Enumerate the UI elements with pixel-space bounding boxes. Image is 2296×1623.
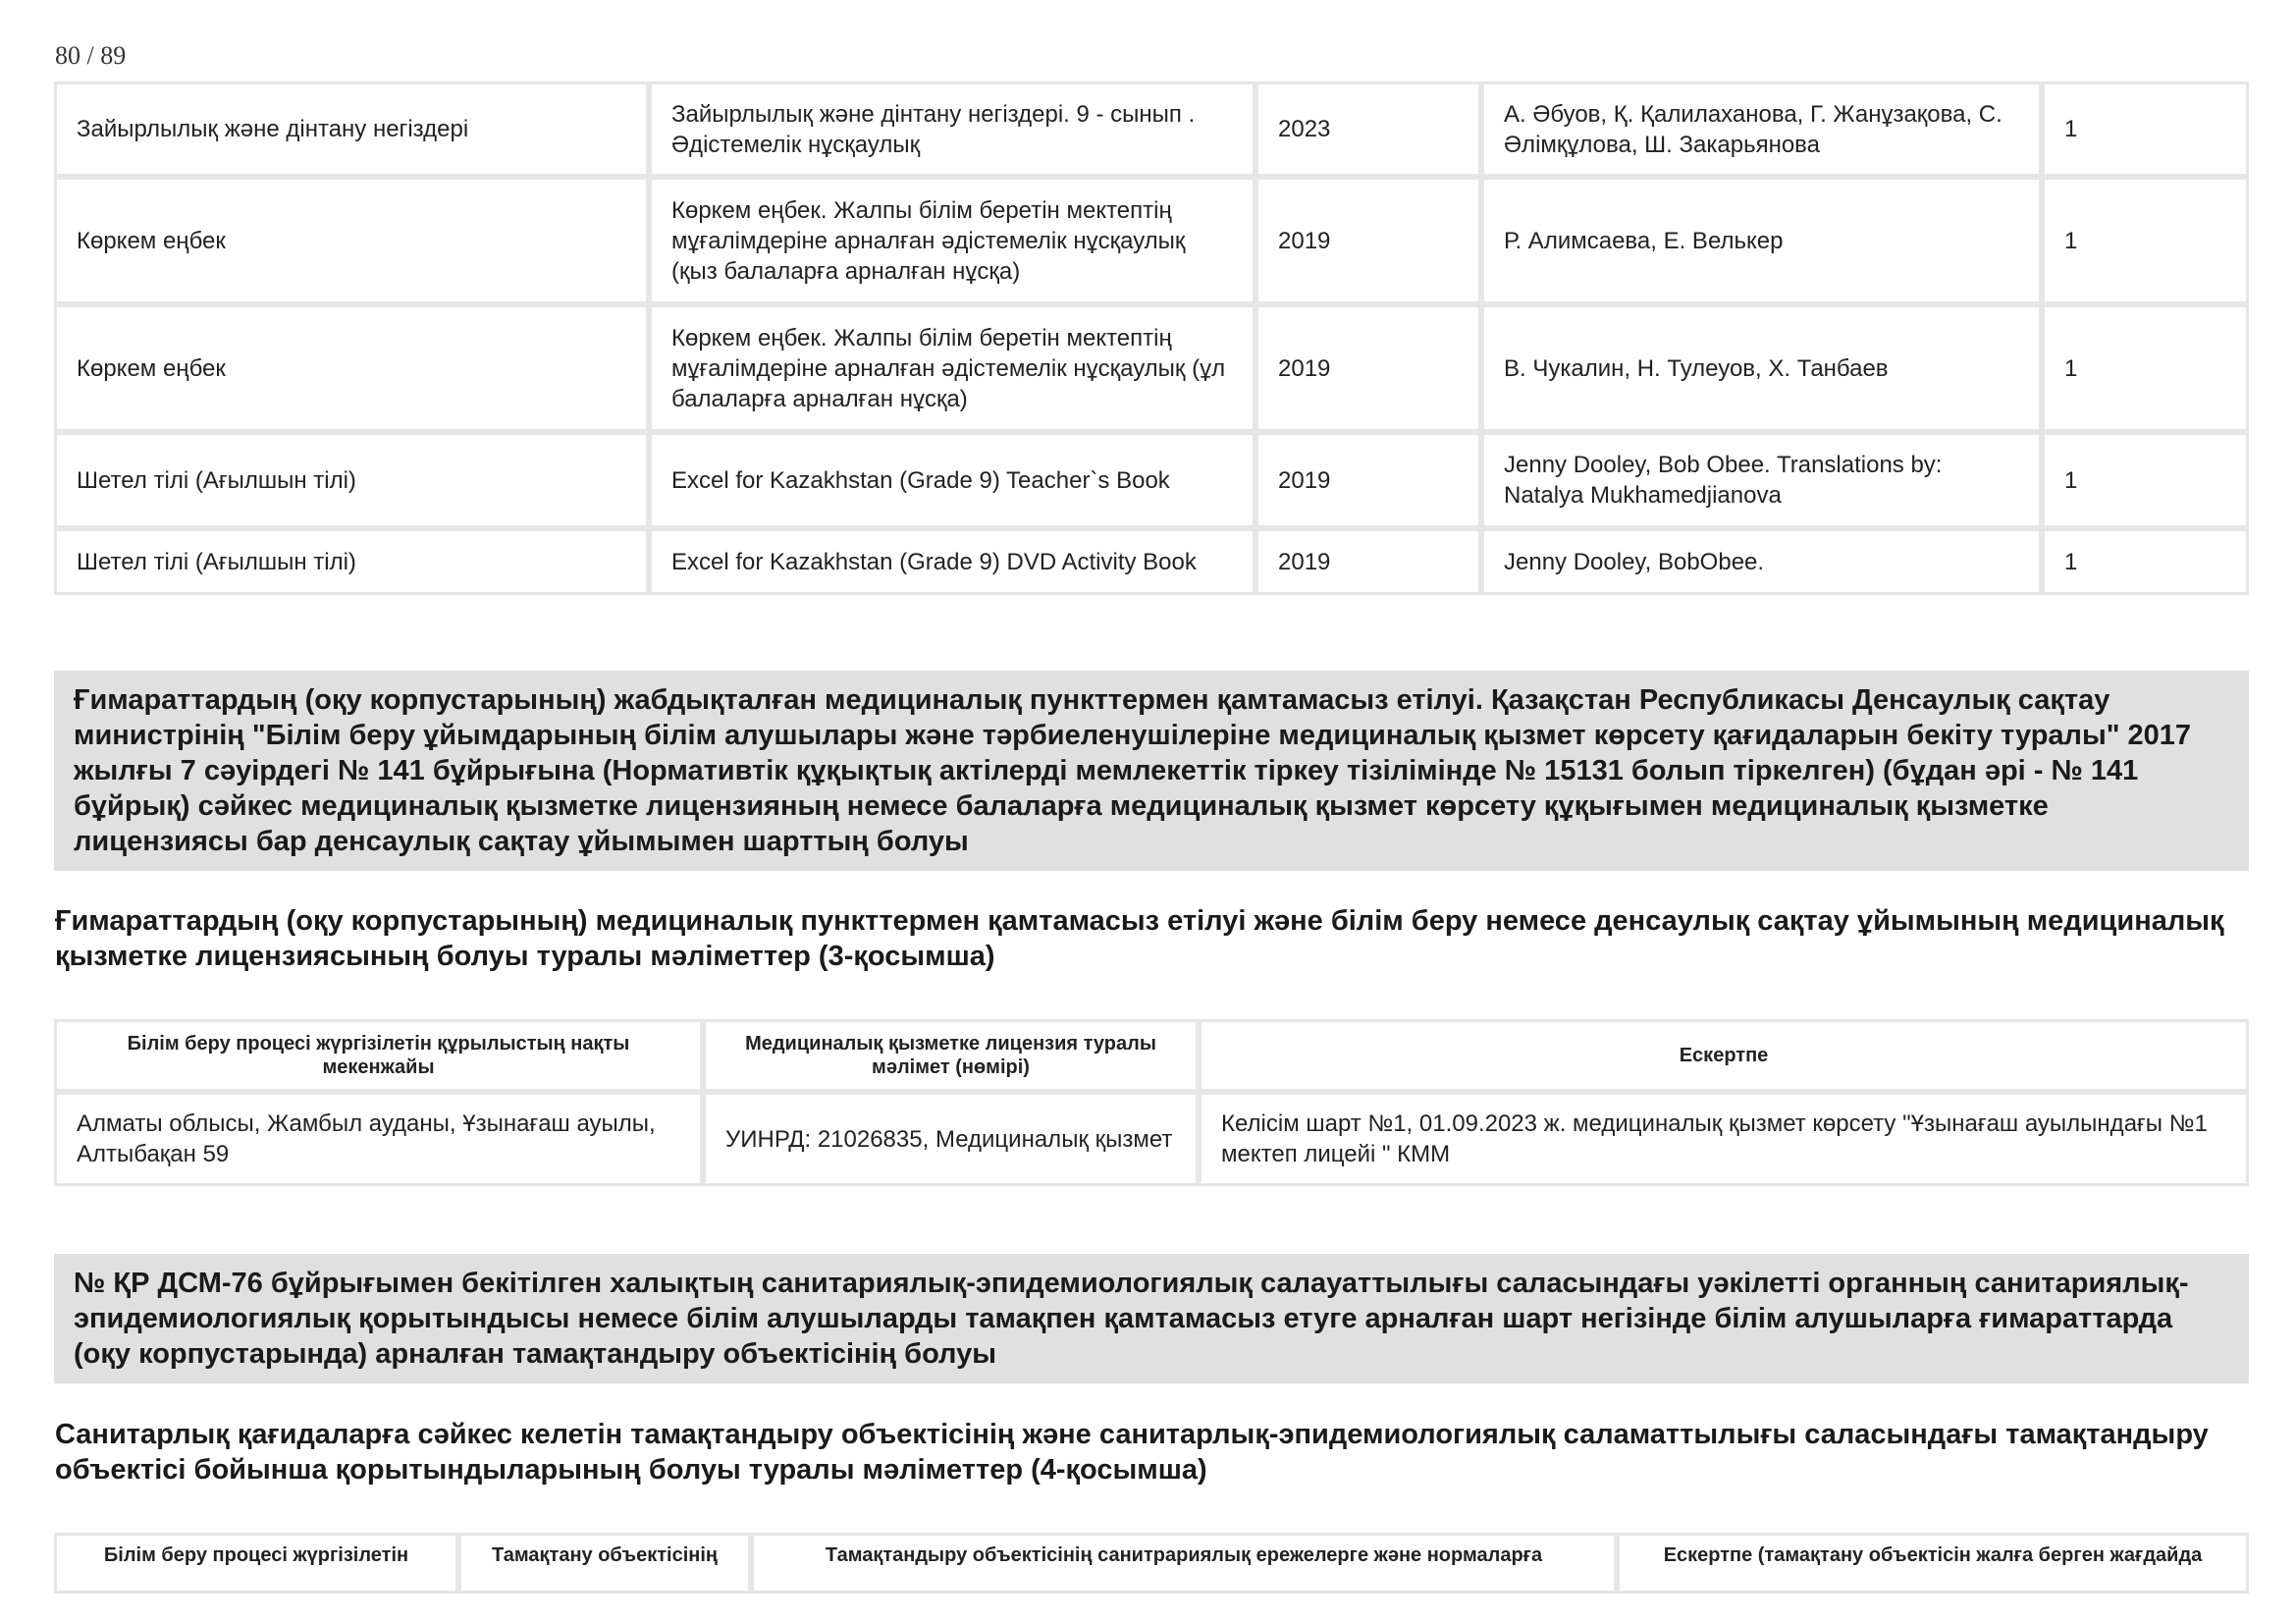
year-cell: 2019 [1255, 177, 1481, 304]
table-row [54, 81, 2249, 177]
title-cell: Көркем еңбек. Жалпы білім беретін мектептің мұғалімдеріне арналған әдістемелік нұсқаулық (қыз балаларға арналған нұсқа) [649, 177, 1255, 304]
count-cell: 1 [2042, 528, 2249, 595]
title-cell: Excel for Kazakhstan (Grade 9) Teacher`s Book [649, 432, 1255, 528]
subject-cell: Көркем еңбек [54, 304, 649, 432]
table-row [54, 1092, 2249, 1186]
catering-table [54, 1533, 2249, 1594]
authors-cell: В. Чукалин, Н. Тулеуов, Х. Танбаев [1481, 304, 2042, 432]
note-cell: Келісім шарт №1, 01.09.2023 ж. медициналық қызмет көрсету "Ұзынағаш ауылындағы №1 мектеп лицейі " КММ [1199, 1092, 2249, 1186]
table-row [54, 528, 2249, 595]
subject-cell: Көркем еңбек [54, 177, 649, 304]
medical-subheading: Ғимараттардың (оқу корпустарының) медициналық пункттермен қамтамасыз етілуі және білім беру немесе денсаулық сақтау ұйымының медициналық қызметке лицензиясының болуы туралы мәліметтер (3-қосымша) [55, 905, 2224, 972]
textbooks-table [54, 81, 2249, 595]
authors-cell: Р. Алимсаева, Е. Велькер [1481, 177, 2042, 304]
authors-cell: Jenny Dooley, BobObee. [1481, 528, 2042, 595]
column-header-catering-object: Тамақтану объектісінің [458, 1533, 751, 1594]
column-header-sanitary: Тамақтандыру объектісінің санитрариялық ережелерге және нормаларға [751, 1533, 1617, 1594]
page-number: 80 / 89 [55, 41, 127, 70]
catering-section-heading: № ҚР ДСМ-76 бұйрығымен бекітілген халықтың санитариялық-эпидемиологиялық салауаттылығы саласындағы уәкілетті органның санитариялық-эпидемиологиялық қорытындысы немесе білім алушыларды тамақпен қамтамасыз етуге арналған шарт негізінде білім алушыларға ғимараттарда (оқу корпустарында) арналған тамақтандыру объектісінің болуы [54, 1254, 2249, 1383]
authors-cell: А. Әбуов, Қ. Қалилаханова, Г. Жанұзақова, С. Әлімқұлова, Ш. Закарьянова [1481, 81, 2042, 177]
year-cell: 2019 [1255, 304, 1481, 432]
medical-section-heading: Ғимараттардың (оқу корпустарының) жабдықталған медициналық пункттермен қамтамасыз етілуі. Қазақстан Республикасы Денсаулық сақтау министрінің "Білім беру ұйымдарының білім алушылары және тәрбиеленушілеріне медициналық қызмет көрсету қағидаларын бекіту туралы" 2017 жылғы 7 сәуірдегі № 141 бұйрығына (Нормативтік құқықтық актілерді мемлекеттік тіркеу тізілімінде № 15131 болып тіркелген) (бұдан әрі - № 141 бұйрық) сәйкес медициналық қызметке лицензияның немесе балаларға медициналық қызмет көрсету құқығымен медициналық қызметке лицензиясы бар денсаулық сақтау ұйымымен шарттың болуы [54, 671, 2249, 871]
title-cell: Excel for Kazakhstan (Grade 9) DVD Activity Book [649, 528, 1255, 595]
column-header-license: Медициналық қызметке лицензия туралы мәлімет (нөмірі) [703, 1019, 1199, 1092]
table-row [54, 177, 2249, 304]
column-header-note: Ескертпе (тамақтану объектісін жалға берген жағдайда [1617, 1533, 2249, 1594]
table-header-row [54, 1019, 2249, 1092]
medical-license-table [54, 1019, 2249, 1186]
column-header-note: Ескертпе [1199, 1019, 2249, 1092]
subject-cell: Шетел тілі (Ағылшын тілі) [54, 528, 649, 595]
title-cell: Зайырлылық және дінтану негіздері. 9 - сынып . Әдістемелік нұсқаулық [649, 81, 1255, 177]
license-cell: УИНРД: 21026835, Медициналық қызмет [703, 1092, 1199, 1186]
title-cell: Көркем еңбек. Жалпы білім беретін мектептің мұғалімдеріне арналған әдістемелік нұсқаулық (ұл балаларға арналған нұсқа) [649, 304, 1255, 432]
address-cell: Алматы облысы, Жамбыл ауданы, Ұзынағаш ауылы, Алтыбақан 59 [54, 1092, 703, 1186]
catering-subheading: Санитарлық қағидаларға сәйкес келетін тамақтандыру объектісінің және санитарлық-эпидемиологиялық саламаттылығы саласындағы тамақтандыру объектісі бойынша қорытындыларының болуы туралы мәліметтер (4-қосымша) [55, 1419, 2209, 1486]
authors-cell: Jenny Dooley, Bob Obee. Translations by: Natalya Mukhamedjianova [1481, 432, 2042, 528]
year-cell: 2019 [1255, 528, 1481, 595]
table-header-row [54, 1533, 2249, 1594]
subject-cell: Зайырлылық және дінтану негіздері [54, 81, 649, 177]
count-cell: 1 [2042, 81, 2249, 177]
year-cell: 2023 [1255, 81, 1481, 177]
year-cell: 2019 [1255, 432, 1481, 528]
table-row [54, 304, 2249, 432]
column-header-address: Білім беру процесі жүргізілетін құрылыстың нақты мекенжайы [54, 1019, 703, 1092]
subject-cell: Шетел тілі (Ағылшын тілі) [54, 432, 649, 528]
column-header-address: Білім беру процесі жүргізілетін [54, 1533, 458, 1594]
count-cell: 1 [2042, 432, 2249, 528]
count-cell: 1 [2042, 177, 2249, 304]
table-row [54, 432, 2249, 528]
count-cell: 1 [2042, 304, 2249, 432]
